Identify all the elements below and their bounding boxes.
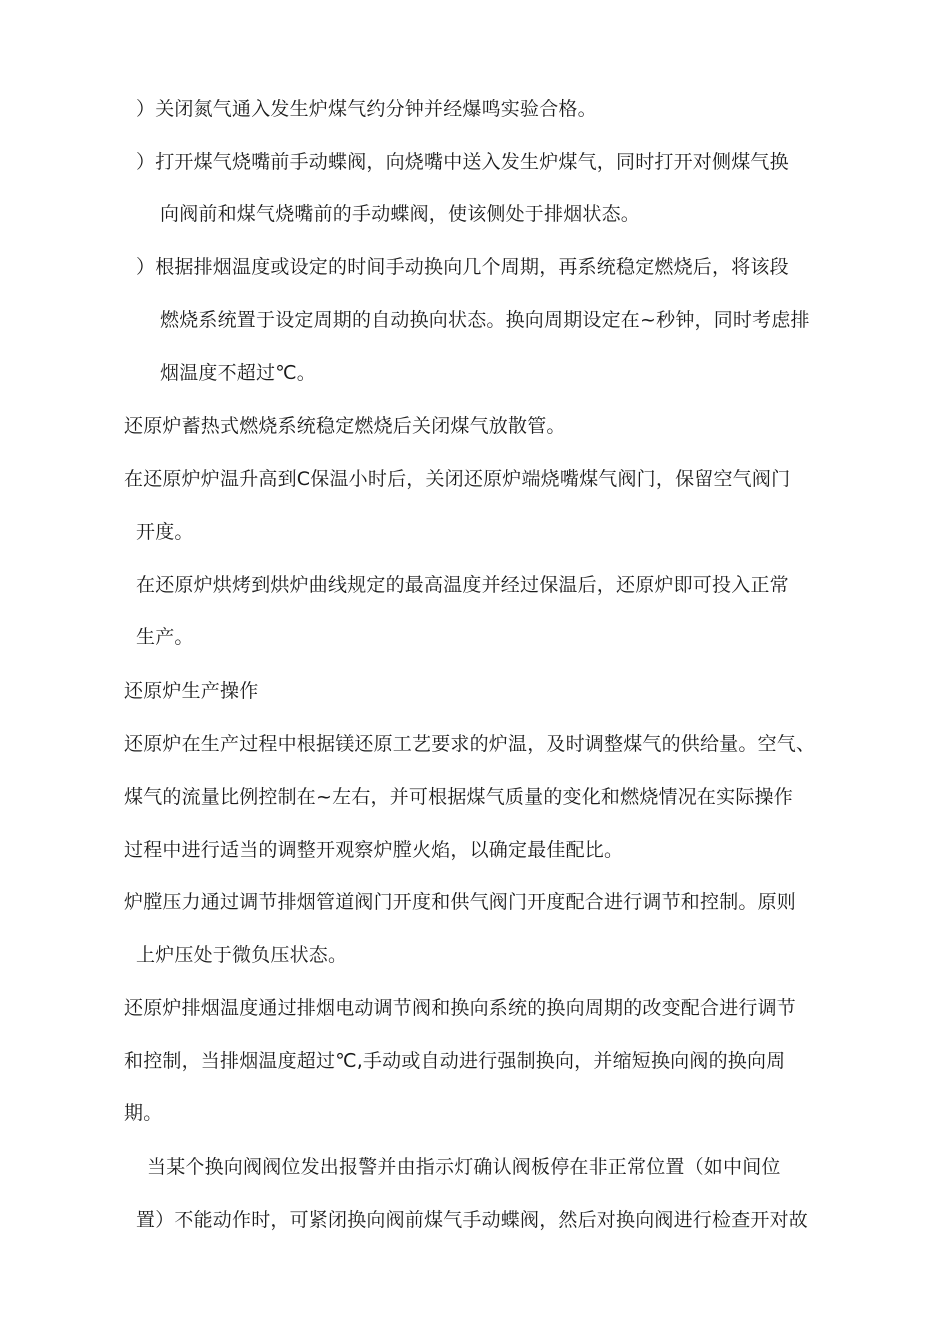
section-heading: 还原炉生产操作: [124, 680, 259, 702]
text-line: 烟温度不超过℃。: [160, 362, 316, 384]
text-line: 上炉压处于微负压状态。: [136, 944, 348, 966]
text-line: 还原炉在生产过程中根据镁还原工艺要求的炉温，及时调整煤气的供给量。空气、: [124, 733, 816, 755]
text-line: 生产。: [136, 626, 194, 648]
text-line: 向阀前和煤气烧嘴前的手动蝶阀，使该侧处于排烟状态。: [160, 203, 641, 225]
text-line: 期。: [124, 1102, 163, 1124]
text-line: 燃烧系统置于设定周期的自动换向状态。换向周期设定在~秒钟，同时考虑排: [160, 309, 810, 331]
text-line: 煤气的流量比例控制在~左右，并可根据煤气质量的变化和燃烧情况在实际操作: [124, 786, 793, 808]
text-line: ）打开煤气烧嘴前手动蝶阀，向烧嘴中送入发生炉煤气，同时打开对侧煤气换: [136, 151, 789, 173]
text-line: 在还原炉烘烤到烘炉曲线规定的最高温度并经过保温后，还原炉即可投入正常: [136, 574, 789, 596]
text-line: 还原炉排烟温度通过排烟电动调节阀和换向系统的换向周期的改变配合进行调节: [124, 997, 797, 1019]
text-line: ）根据排烟温度或设定的时间手动换向几个周期，再系统稳定燃烧后，将该段: [136, 256, 789, 278]
text-line: 当某个换向阀阀位发出报警并由指示灯确认阀板停在非正常位置（如中间位: [147, 1156, 781, 1178]
text-line: 还原炉蓄热式燃烧系统稳定燃烧后关闭煤气放散管。: [124, 415, 566, 437]
text-line: 过程中进行适当的调整开观察炉膛火焰，以确定最佳配比。: [124, 839, 624, 861]
text-line: 在还原炉炉温升高到C保温小时后，关闭还原炉端烧嘴煤气阀门，保留空气阀门: [124, 468, 791, 490]
text-line: 置）不能动作时，可紧闭换向阀前煤气手动蝶阀，然后对换向阀进行检查开对故: [136, 1209, 809, 1231]
text-line: 炉膛压力通过调节排烟管道阀门开度和供气阀门开度配合进行调节和控制。原则: [124, 891, 797, 913]
text-line: 和控制，当排烟温度超过℃,手动或自动进行强制换向，并缩短换向阀的换向周: [124, 1050, 786, 1072]
text-line: ）关闭氮气通入发生炉煤气约分钟并经爆鸣实验合格。: [136, 98, 597, 120]
text-line: 开度。: [136, 521, 194, 543]
